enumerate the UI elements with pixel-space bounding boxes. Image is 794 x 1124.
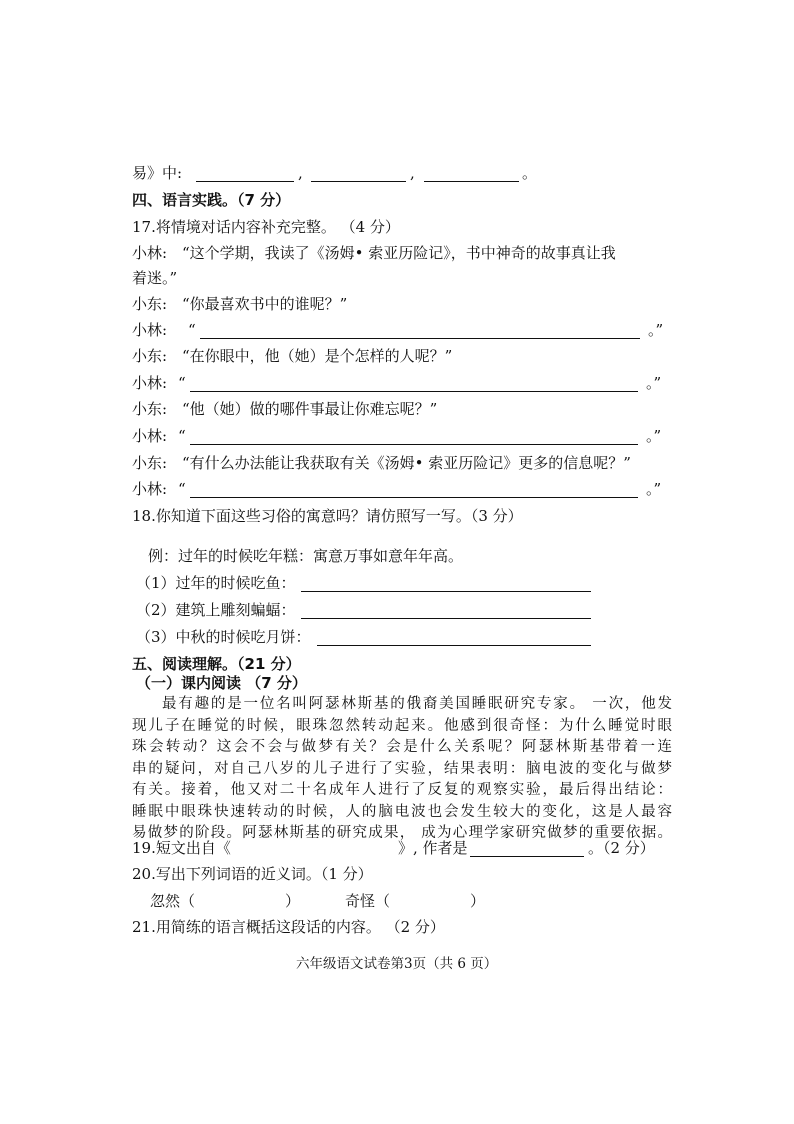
q19-prefix: 19.短文出自《: [132, 839, 231, 857]
q17-line-8-open: “: [178, 427, 186, 445]
section-4-title: 四、语言实践。（7 分）: [132, 191, 291, 209]
reading-passage: [132, 694, 672, 845]
q17-line-1-speaker: 小林:: [132, 244, 168, 262]
q20-word-2-close: ）: [470, 892, 486, 910]
q17-line-10-open: “: [178, 480, 186, 498]
q17-line-5-text: “在你眼中，他（她）是个怎样的人呢？”: [182, 347, 453, 365]
q21-prompt: 21.用简练的语言概括这段话的内容。 （2 分）: [132, 918, 445, 936]
q17-line-8-speaker: 小林:: [132, 427, 168, 445]
q16-blank-1[interactable]: [196, 181, 294, 182]
q20-word-1-close: ）: [285, 892, 301, 910]
page-footer: 六年级语文试卷第3页（共 6 页）: [296, 956, 498, 972]
q16-sep-2: ,: [410, 164, 415, 182]
q17-line-10-close: 。”: [646, 480, 662, 498]
passage-line-5: 有关。接着，他又对二十名成年人进行了反复的观察实验，最后得出结论：: [132, 782, 672, 798]
q19-author-blank[interactable]: [470, 856, 584, 857]
q17-line-2-text: 着迷。”: [132, 269, 178, 287]
q17-line-9-text: “有什么办法能让我获取有关《汤姆• 索亚历险记》更多的信息呢？”: [182, 454, 631, 472]
passage-line-6: 睡眠中眼珠快速转动的时候，人的脑电波也会发生较大的变化，这是人最容: [132, 803, 672, 820]
passage-line-3: 珠会转动？这会不会与做梦有关？会是什么关系呢？阿瑟林斯基带着一连: [132, 739, 672, 755]
q16-blank-3[interactable]: [424, 181, 519, 182]
q17-line-6-speaker: 小林:: [132, 374, 168, 392]
q18-item-2-blank[interactable]: [301, 618, 591, 619]
q17-line-1-text: “这个学期，我读了《汤姆• 索亚历险记》，书中神奇的故事真让我: [182, 244, 616, 262]
passage-line-1: 最有趣的是一位名叫阿瑟林斯基的俄裔美国睡眠研究专家。 一次，他发: [162, 696, 672, 712]
q17-line-7-text: “他（她）做的哪件事最让你难忘呢？”: [182, 400, 438, 418]
q16-sep-1: ,: [298, 164, 303, 182]
section-5-title: 五、阅读理解。（21 分）: [132, 655, 301, 673]
q17-line-4-close: 。”: [648, 321, 664, 339]
passage-line-7: 易做梦的阶段。阿瑟林斯基的研究成果， 成为心理学家研究做梦的重要依据。: [132, 825, 672, 841]
q17-prompt: 17.将情境对话内容补充完整。 （4 分）: [132, 218, 400, 236]
q20-word-1: 忽然（: [150, 892, 196, 910]
q17-line-3-speaker: 小东:: [132, 295, 168, 313]
q18-item-3-label: （3）中秋的时候吃月饼：: [136, 628, 311, 646]
q17-answer-3-blank[interactable]: [190, 444, 638, 445]
q18-item-1-label: （1）过年的时候吃鱼：: [136, 574, 296, 592]
q17-line-3-text: “你最喜欢书中的谁呢？”: [182, 295, 348, 313]
q17-line-5-speaker: 小东:: [132, 347, 168, 365]
q17-answer-4-blank[interactable]: [190, 497, 638, 498]
q20-prompt: 20.写出下列词语的近义词。（1 分）: [132, 865, 373, 883]
q18-prompt: 18.你知道下面这些习俗的寓意吗？请仿照写一写。（3 分）: [132, 507, 523, 525]
q16-blank-2[interactable]: [311, 181, 406, 182]
q16-end: 。: [522, 164, 538, 182]
q19-end: 。（2 分）: [588, 839, 655, 857]
q17-line-6-open: “: [178, 374, 186, 392]
q20-word-2: 奇怪（: [345, 892, 391, 910]
q17-answer-2-blank[interactable]: [190, 391, 638, 392]
q18-item-2-label: （2）建筑上雕刻蝙蝠：: [136, 601, 296, 619]
q18-item-3-blank[interactable]: [317, 645, 591, 646]
section-5-sub-1: （一）课内阅读 （7 分）: [136, 674, 307, 692]
q16-prefix: 易》中:: [132, 164, 183, 182]
q18-example: 例：过年的时候吃年糕：寓意万事如意年年高。: [148, 547, 464, 565]
q17-line-9-speaker: 小东:: [132, 454, 168, 472]
q17-line-7-speaker: 小东:: [132, 400, 168, 418]
passage-line-4: 串的疑问，对自己八岁的儿子进行了实验，结果表明：脑电波的变化与做梦: [132, 760, 672, 777]
q17-answer-1-blank[interactable]: [200, 338, 640, 339]
q17-line-10-speaker: 小林:: [132, 480, 168, 498]
q18-item-1-blank[interactable]: [301, 591, 591, 592]
q17-line-8-close: 。”: [646, 427, 662, 445]
q17-line-6-close: 。”: [646, 374, 662, 392]
q19-mid: 》, 作者是: [398, 839, 468, 857]
q17-line-4-speaker: 小林:: [132, 321, 168, 339]
passage-line-2: 现儿子在睡觉的时候，眼珠忽然转动起来。他感到很奇怪：为什么睡觉时眼: [132, 717, 672, 734]
q17-line-4-open: “: [188, 321, 196, 339]
